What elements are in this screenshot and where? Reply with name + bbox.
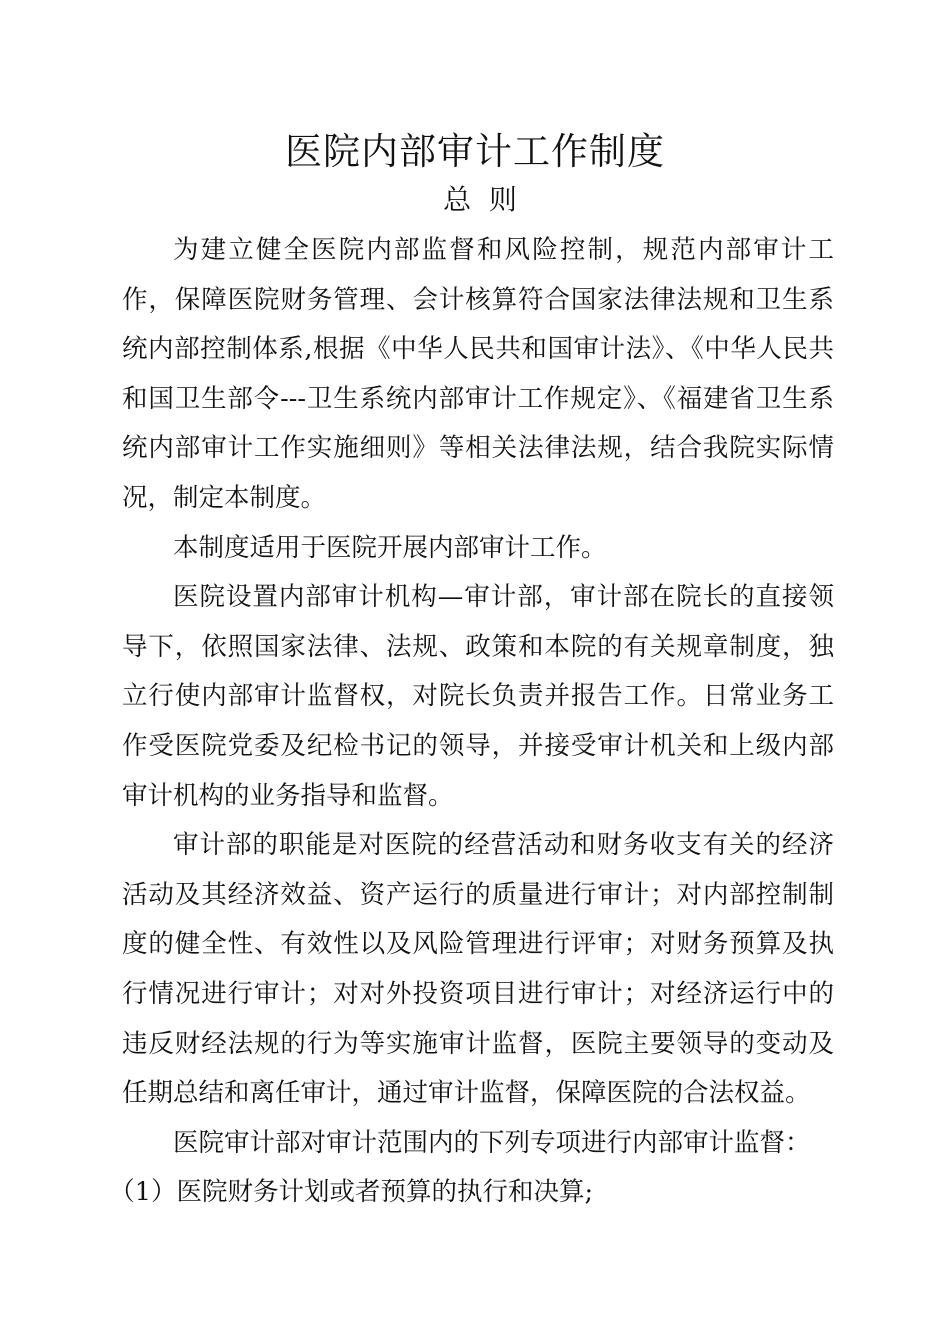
paragraph-audit-items-intro: 医院审计部对审计范围内的下列专项进行内部审计监督： xyxy=(173,1127,811,1158)
paragraph-scope: 本制度适用于医院开展内部审计工作。 xyxy=(173,532,607,563)
paragraph-purpose: 为建立健全医院内部监督和风险控制，规范内部审计工作，保障医院财务管理、会计核算符合国家法律法规和卫生系统内部控制体系,根据《中华人民共和国审计法》、《中华人民共和国卫生部令---卫生系统内部审计工作规定》、《福建省卫生系统内部审计工作实施细则》等相关法律法规，结合我院实际情况，制定本制度。 xyxy=(122,235,834,513)
paragraph-functions: 审计部的职能是对医院的经营活动和财务收支有关的经济活动及其经济效益、资产运行的质量进行审计；对内部控制制度的健全性、有效性以及风险管理进行评审；对财务预算及执行情况进行审计；对对外投资项目进行审计；对经济运行中的违反财经法规的行为等实施审计监督，医院主要领导的变动及任期总结和离任审计，通过审计监督，保障医院的合法权益。 xyxy=(122,830,834,1109)
paragraph-organization: 医院设置内部审计机构—审计部，审计部在院长的直接领导下，依照国家法律、法规、政策和本院的有关规章制度，独立行使内部审计监督权，对院长负责并报告工作。日常业务工作受医院党委及纪检书记的领导，并接受审计机关和上级内部审计机构的业务指导和监督。 xyxy=(122,582,834,811)
document-title: 医院内部审计工作制度 xyxy=(285,130,665,173)
list-item: （1）医院财务计划或者预算的执行和决算; xyxy=(109,1177,594,1208)
section-heading: 总 则 xyxy=(443,183,517,216)
document-body xyxy=(109,226,834,1218)
